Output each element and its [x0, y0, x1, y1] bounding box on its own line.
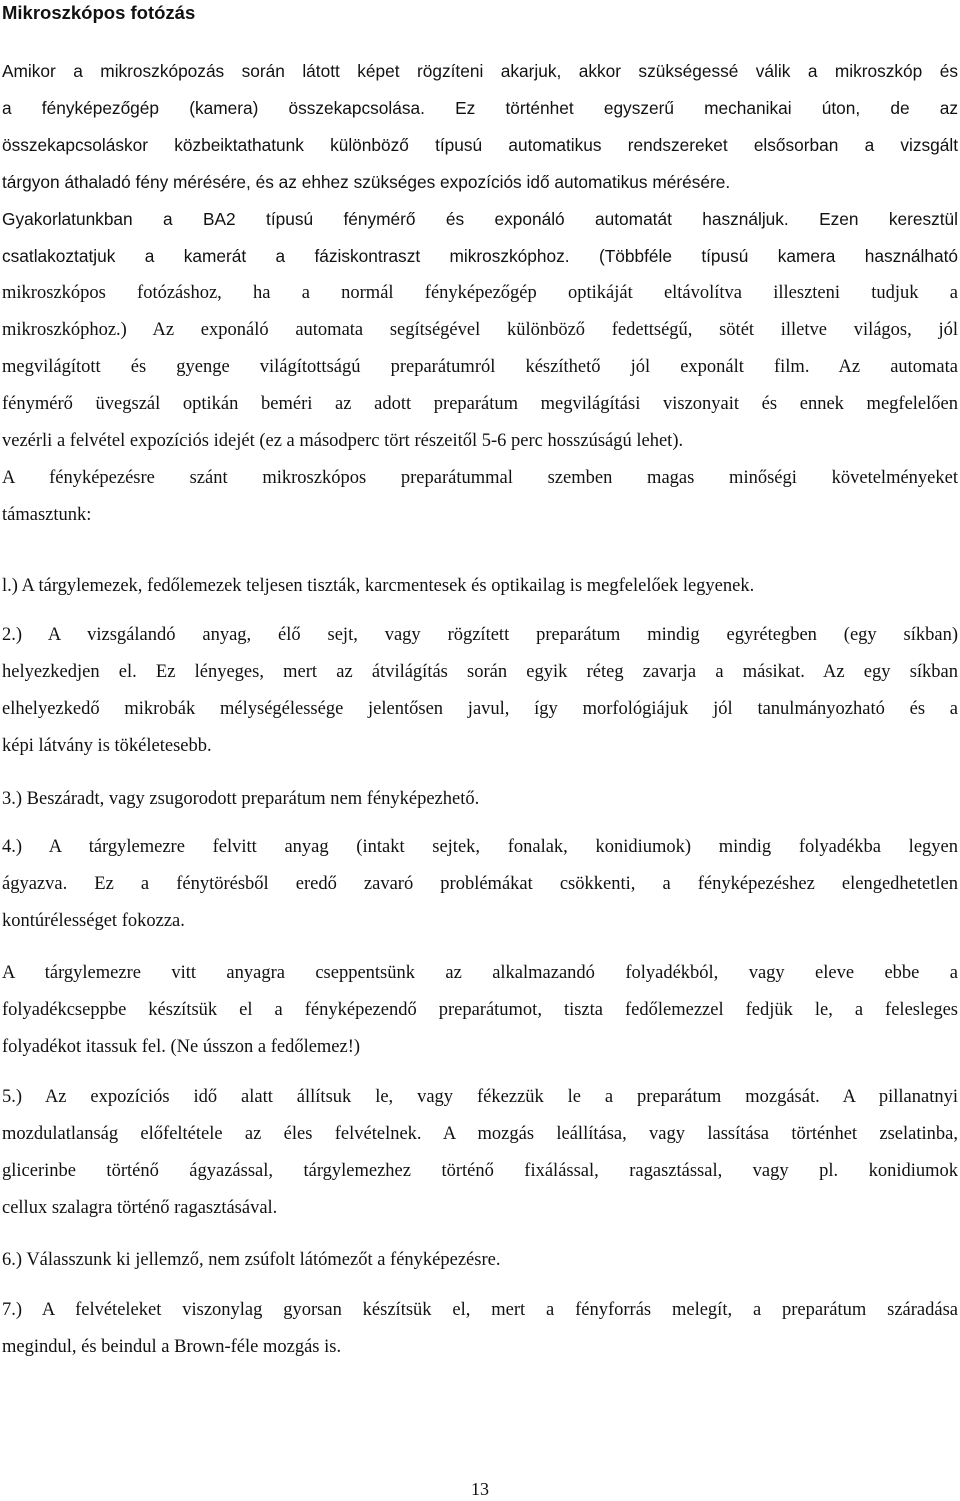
- paragraph-line: glicerinbe történő ágyazással, tárgylemezhez történő fixálással, ragasztással, vagy pl. konidiumok: [2, 1161, 958, 1181]
- paragraph-line: Gyakorlatunkban a BA2 típusú fénymérő és exponáló automatát használjuk. Ezen keresztül: [2, 209, 958, 229]
- paragraph-line: folyadékcseppbe készítsük el a fényképezendő preparátumot, tiszta fedőlemezzel fedjük le, a felesleges: [2, 1000, 958, 1020]
- paragraph-line: képi látvány is tökéletesebb.: [2, 736, 212, 756]
- intro-paragraph: [2, 53, 958, 534]
- paragraph-line: mikroszkópos fotózáshoz, ha a normál fényképezőgép optikáját eltávolítva illeszteni tudjuk a: [2, 283, 958, 303]
- paragraph-line: folyadékot itassuk fel. (Ne ússzon a fedőlemez!): [2, 1037, 361, 1057]
- paragraph-line: 7.) A felvételeket viszonylag gyorsan készítsük el, mert a fényforrás melegít, a preparátum száradása: [2, 1300, 958, 1320]
- list-item-7: [2, 1292, 958, 1366]
- paragraph-line: csatlakoztatjuk a kamerát a fáziskontraszt mikroszkóphoz. (Többféle típusú kamera használható: [2, 246, 958, 266]
- paragraph-line: összekapcsoláskor közbeiktathatunk különböző típusú automatikus rendszereket elsősorban a vizsgált: [2, 135, 958, 155]
- paragraph-line: vezérli a felvétel expozíciós idejét (ez a másodperc tört részeitől 5-6 perc hosszúságú lehet).: [2, 431, 684, 451]
- paragraph-line: fénymérő üvegszál optikán beméri az adott preparátum megvilágítási viszonyait és ennek megfelelően: [2, 394, 958, 414]
- paragraph-line: mikroszkóphoz.) Az exponáló automata segítségével különböző fedettségű, sötét illetve világos, jól: [2, 320, 958, 340]
- paragraph-line: 4.) A tárgylemezre felvitt anyag (intakt sejtek, fonalak, konidiumok) mindig folyadékba legyen: [2, 837, 958, 857]
- list-item-3: [2, 781, 958, 818]
- list-item-2: [2, 617, 958, 765]
- paragraph-line: helyezkedjen el. Ez lényeges, mert az átvilágítás során egyik réteg zavarja a másikat. Az egy síkban: [2, 662, 958, 682]
- paragraph-line: 2.) A vizsgálandó anyag, élő sejt, vagy rögzített preparátum mindig egyrétegben (egy síkban): [2, 625, 958, 645]
- paragraph-line: támasztunk:: [2, 505, 92, 525]
- paragraph-line: 6.) Válasszunk ki jellemző, nem zsúfolt látómezőt a fényképezésre.: [2, 1250, 501, 1270]
- paragraph-line: kontúrélességet fokozza.: [2, 911, 185, 931]
- paragraph-line: 3.) Beszáradt, vagy zsugorodott preparátum nem fényképezhető.: [2, 789, 480, 809]
- paragraph-line: A fényképezésre szánt mikroszkópos preparátummal szemben magas minőségi követelményeket: [2, 468, 958, 488]
- paragraph-line: l.) A tárgylemezek, fedőlemezek teljesen tiszták, karcmentesek és optikailag is megfelelőek legyenek.: [2, 576, 755, 596]
- paragraph-line: mozdulatlanság előfeltétele az éles felvételnek. A mozgás leállítása, vagy lassítása történhet zselatinba,: [2, 1124, 958, 1144]
- list-item-4: [2, 829, 958, 940]
- paragraph-line: Amikor a mikroszkópozás során látott képet rögzíteni akarjuk, akkor szükségessé válik a mikroszkóp és: [2, 61, 958, 81]
- paragraph-line: A tárgylemezre vitt anyagra cseppentsünk az alkalmazandó folyadékból, vagy eleve ebbe a: [2, 963, 958, 983]
- paragraph-line: megindul, és beindul a Brown-féle mozgás is.: [2, 1337, 342, 1357]
- paragraph-line: 5.) Az expozíciós idő alatt állítsuk le, vagy fékezzük le a preparátum mozgását. A pillanatnyi: [2, 1087, 958, 1107]
- paragraph-line: cellux szalagra történő ragasztásával.: [2, 1198, 278, 1218]
- paragraph-line: a fényképezőgép (kamera) összekapcsolása. Ez történhet egyszerű mechanikai úton, de az: [2, 98, 958, 118]
- list-item-6: [2, 1242, 958, 1279]
- paragraph-line: ágyazva. Ez a fénytörésből eredő zavaró problémákat csökkenti, a fényképezéshez elengedhetetlen: [2, 874, 958, 894]
- list-item-5: [2, 1079, 958, 1227]
- paragraph-line: tárgyon áthaladó fény mérésére, és az ehhez szükséges expozíciós idő automatikus mérésére.: [2, 172, 731, 192]
- paragraph-line: elhelyezkedő mikrobák mélységélessége jelentősen javul, így morfológiájuk jól tanulmányozható és a: [2, 699, 958, 719]
- page-number: 13: [471, 1479, 489, 1499]
- coverslip-paragraph: [2, 955, 958, 1066]
- page-title: Mikroszkópos fotózás: [2, 2, 196, 23]
- list-item-1: [2, 568, 958, 605]
- paragraph-line: megvilágított és gyenge világítottságú preparátumról készíthető jól exponált film. Az automata: [2, 357, 958, 377]
